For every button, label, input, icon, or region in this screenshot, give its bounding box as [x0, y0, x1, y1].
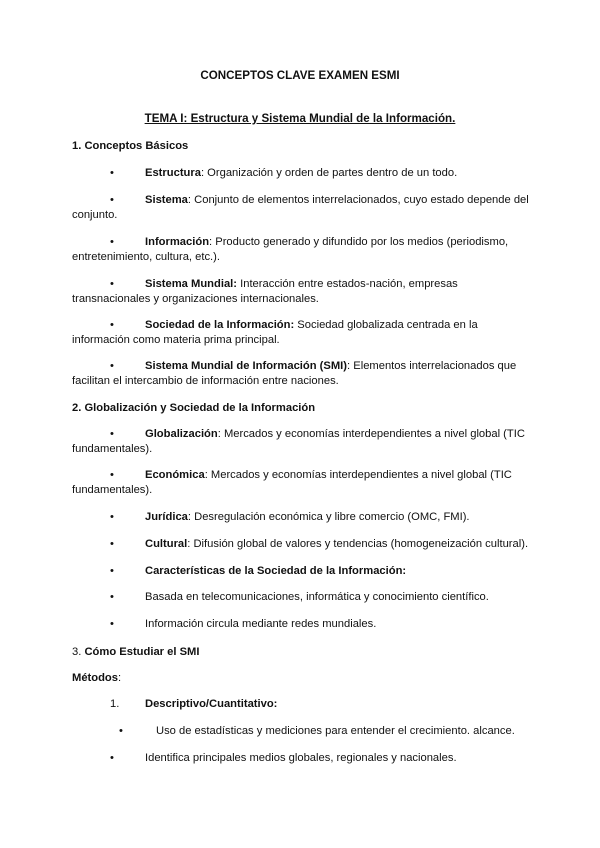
bullet-icon: • [110, 194, 114, 206]
definition: : Mercados y economías interdependientes a nivel global (TIC [217, 428, 525, 440]
bullet-icon: • [110, 565, 114, 577]
bullet-icon: • [110, 278, 114, 290]
document-title: CONCEPTOS CLAVE EXAMEN ESMI [200, 69, 400, 82]
document-subtitle: TEMA I: Estructura y Sistema Mundial de la Información. [144, 112, 456, 125]
term: Estructura [145, 167, 201, 179]
section3-heading [72, 646, 199, 658]
list-item [145, 360, 516, 372]
numbered-item: Descriptivo/Cuantitativo: [145, 698, 278, 710]
list-item [145, 236, 508, 248]
term: Características de la Sociedad de la Información: [145, 565, 407, 577]
list-item [145, 565, 406, 577]
term: Sistema [145, 194, 188, 206]
definition-continuation: conjunto. [72, 209, 118, 221]
list-item: Información circula mediante redes mundiales. [145, 618, 377, 630]
term: Globalización [145, 428, 218, 440]
bullet-icon: • [110, 752, 114, 764]
definition: : Mercados y economías interdependientes a nivel global (TIC [204, 469, 512, 481]
term: Sistema Mundial: [145, 278, 238, 290]
list-item [145, 428, 525, 440]
bullet-icon: • [110, 469, 114, 481]
methods-label-text: Métodos [72, 672, 118, 684]
bullet-icon: • [110, 236, 114, 248]
bullet-icon: • [110, 167, 114, 179]
list-item [145, 511, 470, 523]
list-item [145, 319, 478, 331]
definition: Interacción entre estados-nación, empresas [237, 278, 458, 290]
definition: : Elementos interrelacionados que [347, 360, 517, 372]
section1-heading: 1. Conceptos Básicos [72, 140, 189, 152]
list-item [145, 194, 529, 206]
definition: : Desregulación económica y libre comercio (OMC, FMI). [187, 511, 470, 523]
definition-continuation: transnacionales y organizaciones internacionales. [72, 293, 319, 305]
definition-continuation: fundamentales). [72, 443, 153, 455]
term: Cultural [145, 538, 188, 550]
definition-continuation: facilitan el intercambio de información entre naciones. [72, 375, 339, 387]
sub-bullet-item: Uso de estadísticas y mediciones para entender el crecimiento. alcance. [156, 725, 515, 737]
bullet-icon: • [119, 725, 123, 737]
list-item [145, 538, 528, 550]
bullet-icon: • [110, 591, 114, 603]
definition: : Organización y orden de partes dentro de un todo. [200, 167, 458, 179]
term: Económica [145, 469, 205, 481]
bullet-icon: • [110, 360, 114, 372]
list-item [145, 278, 458, 290]
list-item [145, 167, 457, 179]
bullet-icon: • [110, 319, 114, 331]
section3-number: 3. [72, 646, 85, 658]
definition: : Difusión global de valores y tendencias (homogeneización cultural). [187, 538, 529, 550]
bullet-icon: • [110, 511, 114, 523]
definition: : Producto generado y difundido por los medios (periodismo, [209, 236, 509, 248]
list-item [145, 469, 512, 481]
list-item: Identifica principales medios globales, regionales y nacionales. [145, 752, 457, 764]
methods-label [72, 672, 121, 684]
section2-heading: 2. Globalización y Sociedad de la Información [72, 402, 316, 414]
methods-colon: : [118, 672, 122, 684]
definition-continuation: fundamentales). [72, 484, 153, 496]
bullet-icon: • [110, 618, 114, 630]
definition-continuation: entretenimiento, cultura, etc.). [72, 251, 220, 263]
term: Jurídica [145, 511, 188, 523]
definition: Sociedad globalizada centrada en la [294, 319, 478, 331]
bullet-icon: • [110, 428, 114, 440]
term: Sistema Mundial de Información (SMI) [145, 360, 348, 372]
term: Información [145, 236, 210, 248]
bullet-icon: • [110, 538, 114, 550]
section3-title: Cómo Estudiar el SMI [84, 646, 200, 658]
definition: : Conjunto de elementos interrelacionados, cuyo estado depende del [187, 194, 529, 206]
list-item: Basada en telecomunicaciones, informática y conocimiento científico. [145, 591, 489, 603]
numbered-marker: 1. [110, 698, 120, 710]
term: Sociedad de la Información: [145, 319, 295, 331]
definition-continuation: información como materia prima principal. [72, 334, 280, 346]
